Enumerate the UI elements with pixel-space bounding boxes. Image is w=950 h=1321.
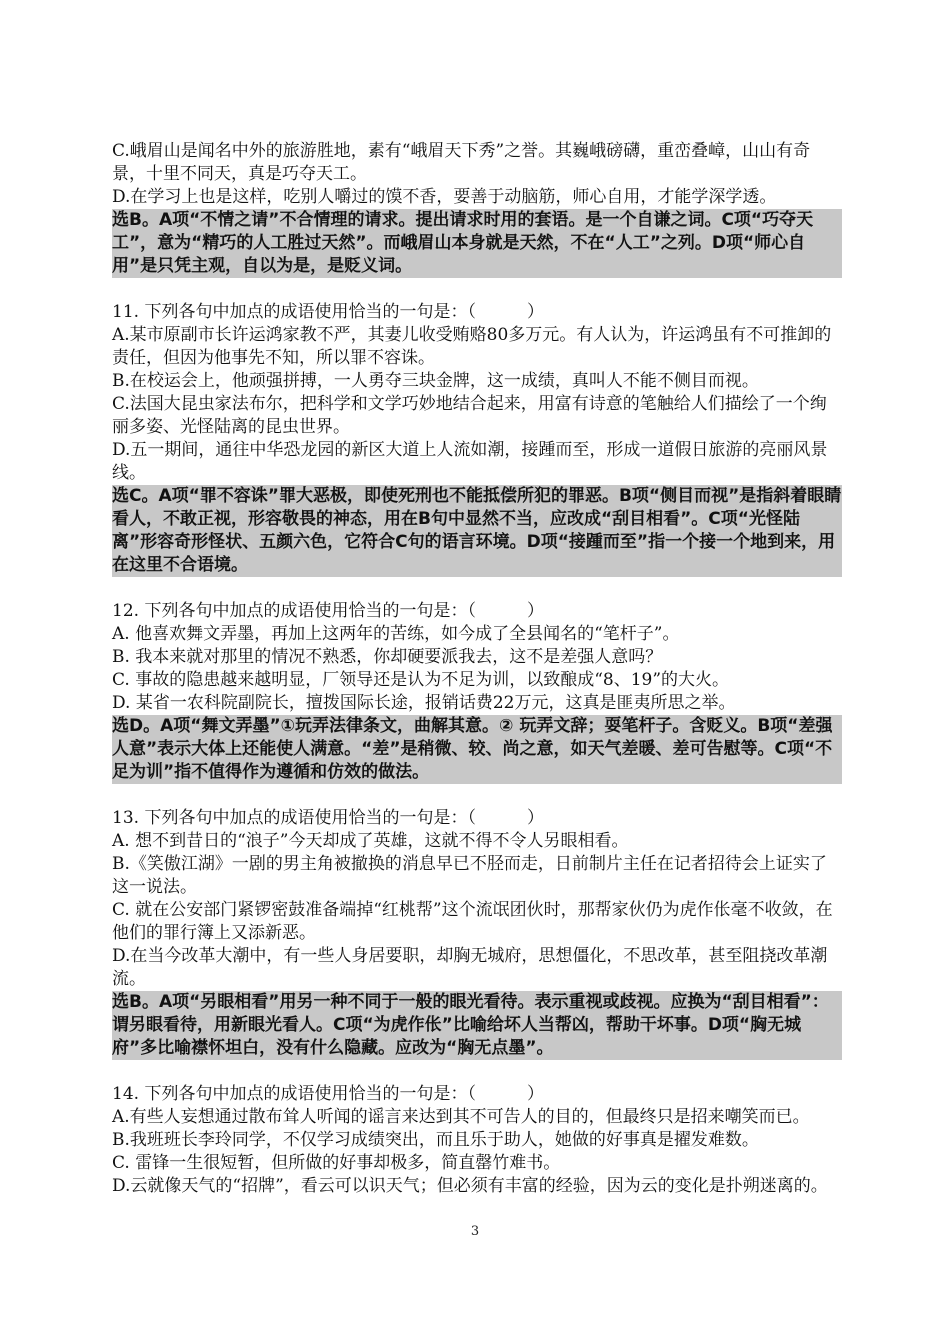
q13-option-c: C. 就在公安部门紧锣密鼓准备端掉“红桃帮”这个流氓团伙时，那帮家伙仍为虎作伥毫不收敛，在他们的罪行簿上又添新恶。 [112, 900, 833, 943]
question-14-stem: 14. 下列各句中加点的成语使用恰当的一句是：（ ） [112, 1084, 544, 1104]
q11-option-c: C.法国大昆虫家法布尔，把科学和文学巧妙地结合起来，用富有诗意的笔触给人们描绘了一个绚丽多姿、光怪陆离的昆虫世界。 [112, 394, 827, 437]
question-11-stem: 11. 下列各句中加点的成语使用恰当的一句是：（ ） [112, 302, 544, 322]
q14-option-c: C. 雷锋一生很短暂，但所做的好事却极多，简直罄竹难书。 [112, 1153, 561, 1173]
q13-answer: 选B。A项“另眼相看”用另一种不同于一般的眼光看待。表示重视或歧视。应换为“刮目相看”：谓另眼看待，用新眼光看人。C项“为虎作伥”比喻给坏人当帮凶，帮助干坏事。D项“胸无城府”多比喻襟怀坦白，没有什么隐藏。应改为“胸无点墨”。 [112, 991, 842, 1060]
q11-option-a: A.某市原副市长许运鸿家教不严，其妻儿收受贿赂80多万元。有人认为，许运鸿虽有不可推卸的责任，但因为他事先不知，所以罪不容诛。 [112, 325, 832, 368]
page-number: 3 [470, 1224, 480, 1239]
answer-explanation: 选B。A项“不情之请”不合情理的请求。提出请求时用的套语。是一个自谦之词。C项“巧夺天工”，意为“精巧的人工胜过天然”。而峨眉山本身就是天然，不在“人工”之列。D项“师心自用”是只凭主观，自以为是，是贬义词。 [112, 209, 842, 278]
page-content [112, 140, 842, 1198]
question-13-stem: 13. 下列各句中加点的成语使用恰当的一句是：（ ） [112, 808, 544, 828]
q11-option-d: D.五一期间，通往中华恐龙园的新区大道上人流如潮，接踵而至，形成一道假日旅游的亮丽风景线。 [112, 440, 828, 483]
q14-option-b: B.我班班长李玲同学，不仅学习成绩突出，而且乐于助人，她做的好事真是擢发难数。 [112, 1130, 759, 1150]
q12-option-d: D. 某省一农科院副院长，擅拨国际长途，报销话费22万元，这真是匪夷所思之举。 [112, 693, 736, 713]
q12-option-b: B. 我本来就对那里的情况不熟悉，你却硬要派我去，这不是差强人意吗？ [112, 647, 663, 667]
q14-option-d: D.云就像天气的“招牌”，看云可以识天气；但必须有丰富的经验，因为云的变化是扑朔迷离的。 [112, 1176, 828, 1196]
option-c: C.峨眉山是闻名中外的旅游胜地，素有“峨眉天下秀”之誉。其巍峨磅礴，重峦叠嶂，山山有奇景，十里不同天，真是巧夺天工。 [112, 141, 811, 184]
q12-option-a: A. 他喜欢舞文弄墨，再加上这两年的苦练，如今成了全县闻名的“笔杆子”。 [112, 624, 680, 644]
question-12-stem: 12. 下列各句中加点的成语使用恰当的一句是：（ ） [112, 601, 544, 621]
q12-option-c: C. 事故的隐患越来越明显，厂领导还是认为不足为训，以致酿成“8、19”的大火。 [112, 670, 730, 690]
q12-answer: 选D。A项“舞文弄墨”①玩弄法律条文，曲解其意。② 玩弄文辞；耍笔杆子。含贬义。B项“差强人意”表示大体上还能使人满意。“差”是稍微、较、尚之意，如天气差暖、差可告慰等。C项“不足为训”指不值得作为遵循和仿效的做法。 [112, 715, 842, 784]
q11-answer: 选C。A项“罪不容诛”罪大恶极，即使死刑也不能抵偿所犯的罪恶。B项“侧目而视”是指斜着眼睛看人，不敢正视，形容敬畏的神态，用在B句中显然不当，应改成“刮目相看”。C项“光怪陆离”形容奇形怪状、五颜六色，它符合C句的语言环境。D项“接踵而至”指一个接一个地到来，用在这里不合语境。 [112, 486, 842, 575]
q11-option-b: B.在校运会上，他顽强拼搏，一人勇夺三块金牌，这一成绩，真叫人不能不侧目而视。 [112, 371, 759, 391]
option-d: D.在学习上也是这样，吃别人嚼过的馍不香，要善于动脑筋，师心自用，才能学深学透。 [112, 187, 777, 207]
q13-option-b: B.《笑傲江湖》一剧的男主角被撤换的消息早已不胫而走，日前制片主任在记者招待会上证实了这一说法。 [112, 854, 827, 897]
q14-option-a: A.有些人妄想通过散布耸人听闻的谣言来达到其不可告人的目的，但最终只是招来嘲笑而已。 [112, 1107, 810, 1127]
q13-option-a: A. 想不到昔日的“浪子”今天却成了英雄，这就不得不令人另眼相看。 [112, 831, 629, 851]
q13-option-d: D.在当今改革大潮中，有一些人身居要职，却胸无城府，思想僵化，不思改革，甚至阻挠改革潮流。 [112, 946, 828, 989]
